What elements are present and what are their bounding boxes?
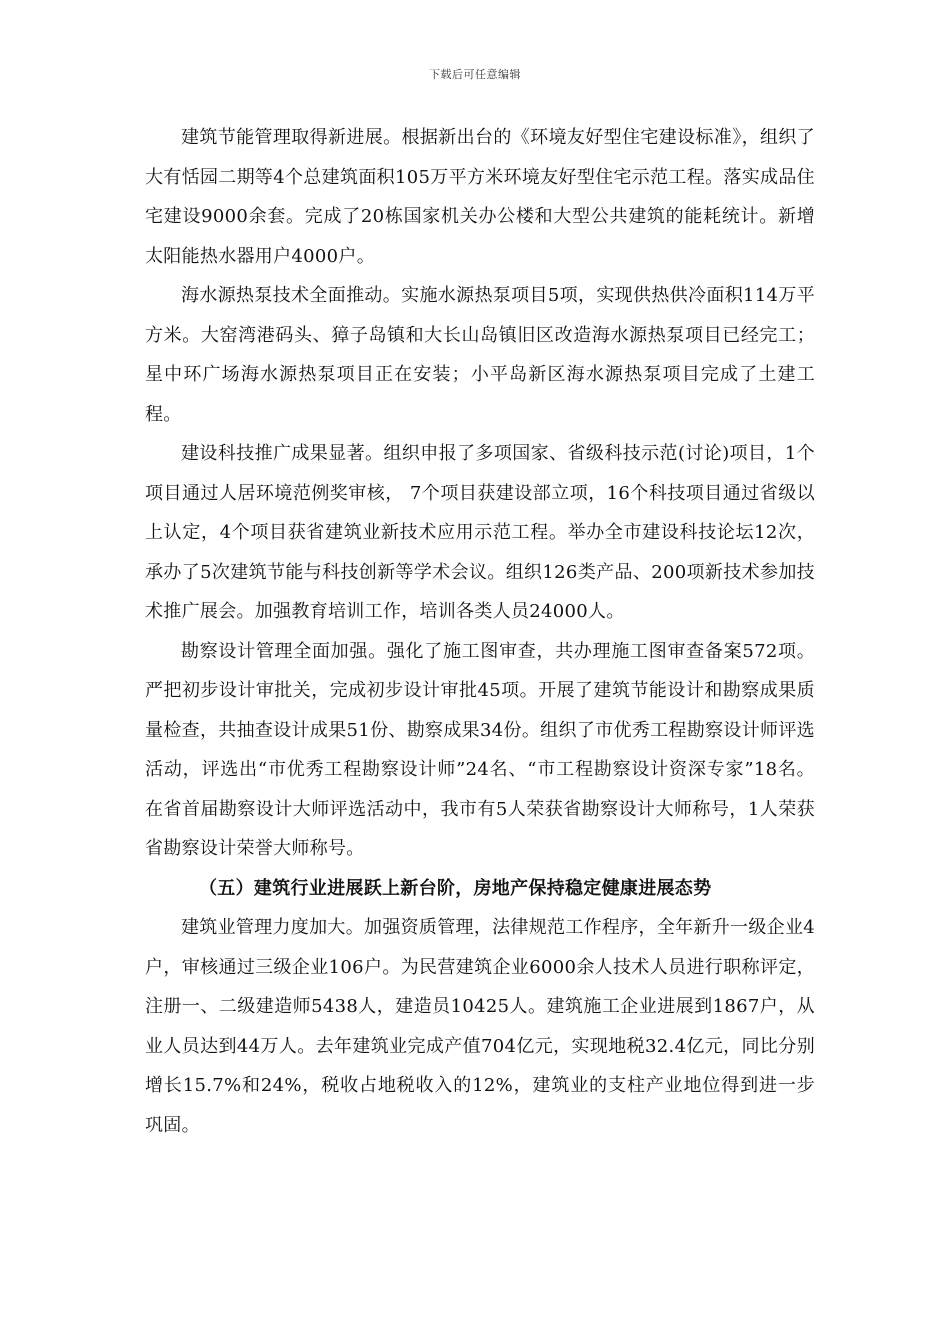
document-body <box>145 118 815 1145</box>
section-heading: （五）建筑行业进展跃上新台阶，房地产保持稳定健康进展态势 <box>199 877 712 899</box>
page-header: 下载后可任意编辑 <box>429 68 521 81</box>
paragraph-construction-industry: 建筑业管理力度加大。加强资质管理，法律规范工作程序，全年新升一级企业4户，审核通过三级企业106户。为民营建筑企业6000余人技术人员进行职称评定，注册一、二级建造师5438人，建造员10425人。建筑施工企业进展到1867户，从业人员达到44万人。去年建筑业完成产值704亿元，实现地税32.4亿元，同比分别增长15.7%和24%，税收占地税收入的12%，建筑业的支柱产业地位得到进一步巩固。 <box>145 917 815 1136</box>
paragraph-tech-promotion: 建设科技推广成果显著。组织申报了多项国家、省级科技示范(讨论)项目，1个项目通过人居环境范例奖审核， 7个项目获建设部立项，16个科技项目通过省级以上认定，4个项目获省建筑业新技术应用示范工程。举办全市建设科技论坛12次，承办了5次建筑节能与科技创新等学术会议。组织126类产品、200项新技术参加技术推广展会。加强教育培训工作，培训各类人员24000人。 <box>145 443 815 622</box>
paragraph-building-energy: 建筑节能管理取得新进展。根据新出台的《环境友好型住宅建设标准》，组织了大有恬园二期等4个总建筑面积105万平方米环境友好型住宅示范工程。落实成品住宅建设9000余套。完成了20栋国家机关办公楼和大型公共建筑的能耗统计。新增太阳能热水器用户4000户。 <box>145 127 815 267</box>
paragraph-heat-pump: 海水源热泵技术全面推动。实施水源热泵项目5项，实现供热供冷面积114万平方米。大窑湾港码头、獐子岛镇和大长山岛镇旧区改造海水源热泵项目已经完工；星中环广场海水源热泵项目正在安装；小平岛新区海水源热泵项目完成了土建工程。 <box>145 285 815 425</box>
paragraph-survey-design: 勘察设计管理全面加强。强化了施工图审查，共办理施工图审查备案572项。严把初步设计审批关，完成初步设计审批45项。开展了建筑节能设计和勘察成果质量检查，共抽查设计成果51份、勘察成果34份。组织了市优秀工程勘察设计师评选活动，评选出“市优秀工程勘察设计师”24名、“市工程勘察设计资深专家”18名。在省首届勘察设计大师评选活动中，我市有5人荣获省勘察设计大师称号，1人荣获省勘察设计荣誉大师称号。 <box>145 640 815 859</box>
